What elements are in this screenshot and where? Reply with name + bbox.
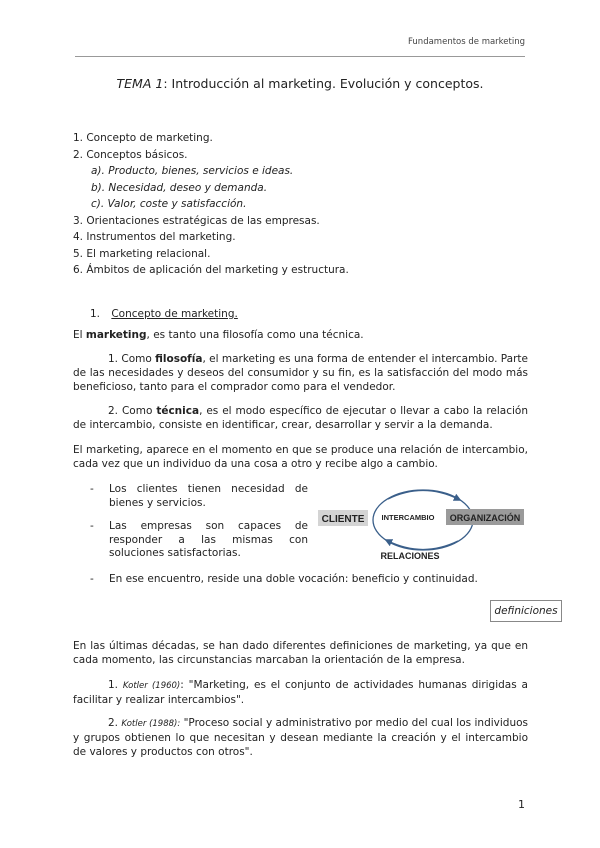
section-heading [90,307,238,321]
section-number: 1. [90,308,101,320]
bullet-text: Las empresas son capaces de responder a las mismas con soluciones satisfactorias. [109,520,308,559]
bullet-list-2 [90,573,528,587]
def2-text: "Proceso social y administrativo por medio del cual los individuos y grupos obtienen lo que necesitan y desean mediante la creación y el intercambio de valores y productos con otros". [73,717,528,759]
bullet-text: Los clientes tienen necesidad de bienes y servicios. [109,483,308,509]
exchange-paragraph: El marketing, aparece en el momento en que se produce una relación de intercambio, cada vez que un individuo da una cosa a otro y recibe algo a cambio. [73,444,528,471]
intro-bold: marketing [85,329,147,341]
bullet-dash: - [90,573,94,585]
relaciones-label: RELACIONES [380,551,440,561]
list-item [90,483,308,510]
point1-pre: 1. Como [108,353,156,365]
running-head: Fundamentos de marketing [408,37,525,47]
list-item [90,520,308,561]
definition-1 [73,678,528,707]
intercambio-label: INTERCAMBIO [381,513,435,522]
toc-subitem: b). Necesidad, deseo y demanda. [91,181,268,194]
point2-pre: 2. Como [108,405,157,417]
toc-item: 5. El marketing relacional. [73,247,211,260]
def1-cite: Kotler (1960) [122,681,181,691]
header-rule [75,56,525,57]
definitions-intro-paragraph: En las últimas décadas, se han dado diferentes definiciones de marketing, ya que en cada momento, las circunstancias marcaban la orientación de la empresa. [73,640,528,667]
cliente-label: CLIENTE [321,514,365,525]
toc-item: 1. Concepto de marketing. [73,132,213,144]
intro-paragraph [73,328,528,342]
section-heading-label: Concepto de marketing. [111,308,238,320]
def2-cite: Kotler (1988): [121,719,181,729]
definitions-label-box: definiciones [490,600,562,622]
toc-subitem: a). Producto, bienes, servicios e ideas. [91,165,294,177]
intro-post: , es tanto una filosofía como una técnica. [146,329,364,341]
def1-num: 1. [108,679,123,691]
def1-text: : "Marketing, es el conjunto de actividades humanas dirigidas a facilitar y realizar intercambios". [73,679,528,707]
point2-bold: técnica [156,405,200,417]
exchange-diagram [318,484,528,562]
point2-post: , es el modo específico de ejecutar o llevar a cabo la relación de intercambio, consiste en identificar, crear, desarrollar y servir a la demanda. [73,405,528,432]
cycle-arrow-top [388,491,458,500]
title-separator: : [163,76,168,91]
toc-item: 3. Orientaciones estratégicas de las empresas. [73,214,320,227]
technique-paragraph [73,404,528,432]
intro-pre: El [73,329,86,341]
philosophy-paragraph [73,352,528,395]
toc-item: 6. Ámbitos de aplicación del marketing y estructura. [73,264,349,276]
toc-item: 2. Conceptos básicos. [73,148,188,161]
title-tema: TEMA 1 [116,76,164,91]
page-title [0,77,600,91]
toc-item: 4. Instrumentos del marketing. [73,231,236,243]
cycle-arrow-bottom [388,541,458,550]
bullet-dash: - [90,520,94,532]
bullet-text: En ese encuentro, reside una doble vocación: beneficio y continuidad. [109,573,478,585]
def2-num: 2. [108,717,122,729]
point1-bold: filosofía [155,353,203,365]
table-of-contents [73,130,533,279]
bullet-list [90,483,308,561]
toc-subitem: c). Valor, coste y satisfacción. [91,198,247,210]
list-item [90,573,528,587]
exchange-diagram-graphic [318,484,528,562]
bullet-dash: - [90,483,94,495]
page-number: 1 [518,798,525,811]
title-text: Introducción al marketing. Evolución y conceptos. [171,76,484,91]
organizacion-label: ORGANIZACIÓN [449,513,521,523]
definition-2 [73,716,528,760]
point1-post: , el marketing es una forma de entender el intercambio. Parte de las necesidades y deseos del consumidor y su fin, es la satisfacción del modo más beneficioso, tanto para el comprador como para el vendedor. [73,353,528,394]
